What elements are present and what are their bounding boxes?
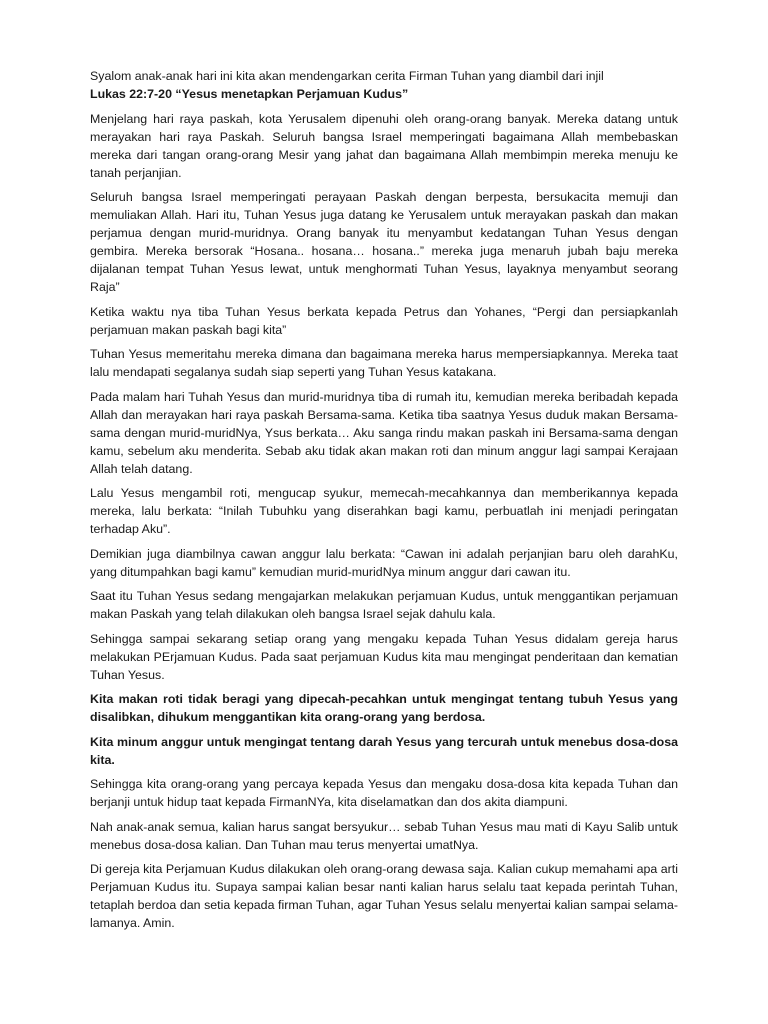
intro-paragraph [90, 67, 678, 103]
paragraph-12: Sehingga kita orang-orang yang percaya kepada Yesus dan mengaku dosa-dosa kita kepada Tuhan dan berjanji untuk hidup taat kepada FirmanNYa, kita diselamatkan dan dos akita diampuni. [90, 777, 678, 809]
paragraph-4: Tuhan Yesus memeritahu mereka dimana dan bagaimana mereka harus mempersiapkannya. Mereka taat lalu mendapati segalanya sudah siap seperti yang Tuhan Yesus katakana. [90, 347, 678, 379]
paragraph-3: Ketika waktu nya tiba Tuhan Yesus berkata kepada Petrus dan Yohanes, “Pergi dan persiapkanlah perjamuan makan paskah bagi kita” [90, 304, 678, 337]
paragraph-2: Seluruh bangsa Israel memperingati perayaan Paskah dengan berpesta, bersukacita memuji dan memuliakan Allah. Hari itu, Tuhan Yesus juga datang ke Yerusalem untuk merayakan paskah dan makan perjamua dengan murid-muridnya. Orang banyak itu menyambut kedatangan Tuhan Yesus dengan gembira. Mereka bersorak “Hosana.. hosana… hosana..” mereka juga menaruh jubah baju mereka dijalanan tempat Tuhan Yesus lewat, untuk menghormati Tuhan Yesus, layaknya menyambut seorang Raja” [90, 190, 678, 294]
paragraph-8: Saat itu Tuhan Yesus sedang mengajarkan melakukan perjamuan Kudus, untuk menggantikan perjamuan makan Paskah yang telah dilakukan oleh bangsa Israel sejak dahulu kala. [90, 589, 678, 621]
paragraph-6: Lalu Yesus mengambil roti, mengucap syukur, memecah-mecahkannya dan memberikannya kepada mereka, lalu berkata: “Inilah Tubuhku yang diserahkan bagi kamu, perbuatlah ini menjadi peringatan terhadap Aku”. [90, 486, 678, 536]
scripture-reference: Lukas 22:7-20 “Yesus menetapkan Perjamuan Kudus” [90, 87, 409, 101]
paragraph-10-bold: Kita makan roti tidak beragi yang dipecah-pecahkan untuk mengingat tentang tubuh Yesus yang disalibkan, dihukum menggantikan kita orang-orang yang berdosa. [90, 692, 678, 724]
paragraph-11-bold: Kita minum anggur untuk mengingat tentang darah Yesus yang tercurah untuk menebus dosa-dosa kita. [90, 734, 678, 767]
intro-text: Syalom anak-anak hari ini kita akan mendengarkan cerita Firman Tuhan yang diambil dari injil [90, 69, 604, 83]
paragraph-7: Demikian juga diambilnya cawan anggur lalu berkata: “Cawan ini adalah perjanjian baru oleh darahKu, yang ditumpahkan bagi kamu” kemudian murid-muridNya minum anggur dari cawan itu. [90, 546, 678, 579]
paragraph-9: Sehingga sampai sekarang setiap orang yang mengaku kepada Tuhan Yesus didalam gereja harus melakukan PErjamuan Kudus. Pada saat perjamuan Kudus kita mau mengingat penderitaan dan kematian Tuhan Yesus. [90, 631, 678, 682]
paragraph-5: Pada malam hari Tuhah Yesus dan murid-muridnya tiba di rumah itu, kemudian mereka beribadah kepada Allah dan merayakan hari raya paskah Bersama-sama. Ketika tiba saatnya Yesus duduk makan Bersama-sama dengan murid-muridNya, Ysus berkata… Aku sanga rindu makan paskah ini Bersama-sama dengan kamu, sebelum aku menderita. Sebab aku tidak akan makan roti dan minum anggur lagi sampai Kerajaan Allah telah datang. [90, 389, 678, 476]
paragraph-1: Menjelang hari raya paskah, kota Yerusalem dipenuhi oleh orang-orang banyak. Mereka datang untuk merayakan hari raya Paskah. Seluruh bangsa Israel memperingati bagaimana Allah membebaskan mereka dari tangan orang-orang Mesir yang jahat dan bagaimana Allah membimpin mereka menuju ke tanah perjanjian. [90, 111, 678, 180]
paragraph-14: Di gereja kita Perjamuan Kudus dilakukan oleh orang-orang dewasa saja. Kalian cukup memahami apa arti Perjamuan Kudus itu. Supaya sampai kalian besar nanti kalian harus selalu taat kepada perintah Tuhan, tetaplah berdoa dan setia kepada firman Tuhan, agar Tuhan Yesus selalu menyertai kalian sampai selama-lamanya. Amin. [90, 862, 678, 930]
paragraph-13: Nah anak-anak semua, kalian harus sangat bersyukur… sebab Tuhan Yesus mau mati di Kayu Salib untuk menebus dosa-dosa kalian. Dan Tuhan mau terus menyertai umatNya. [90, 819, 678, 852]
document-page [90, 67, 678, 939]
